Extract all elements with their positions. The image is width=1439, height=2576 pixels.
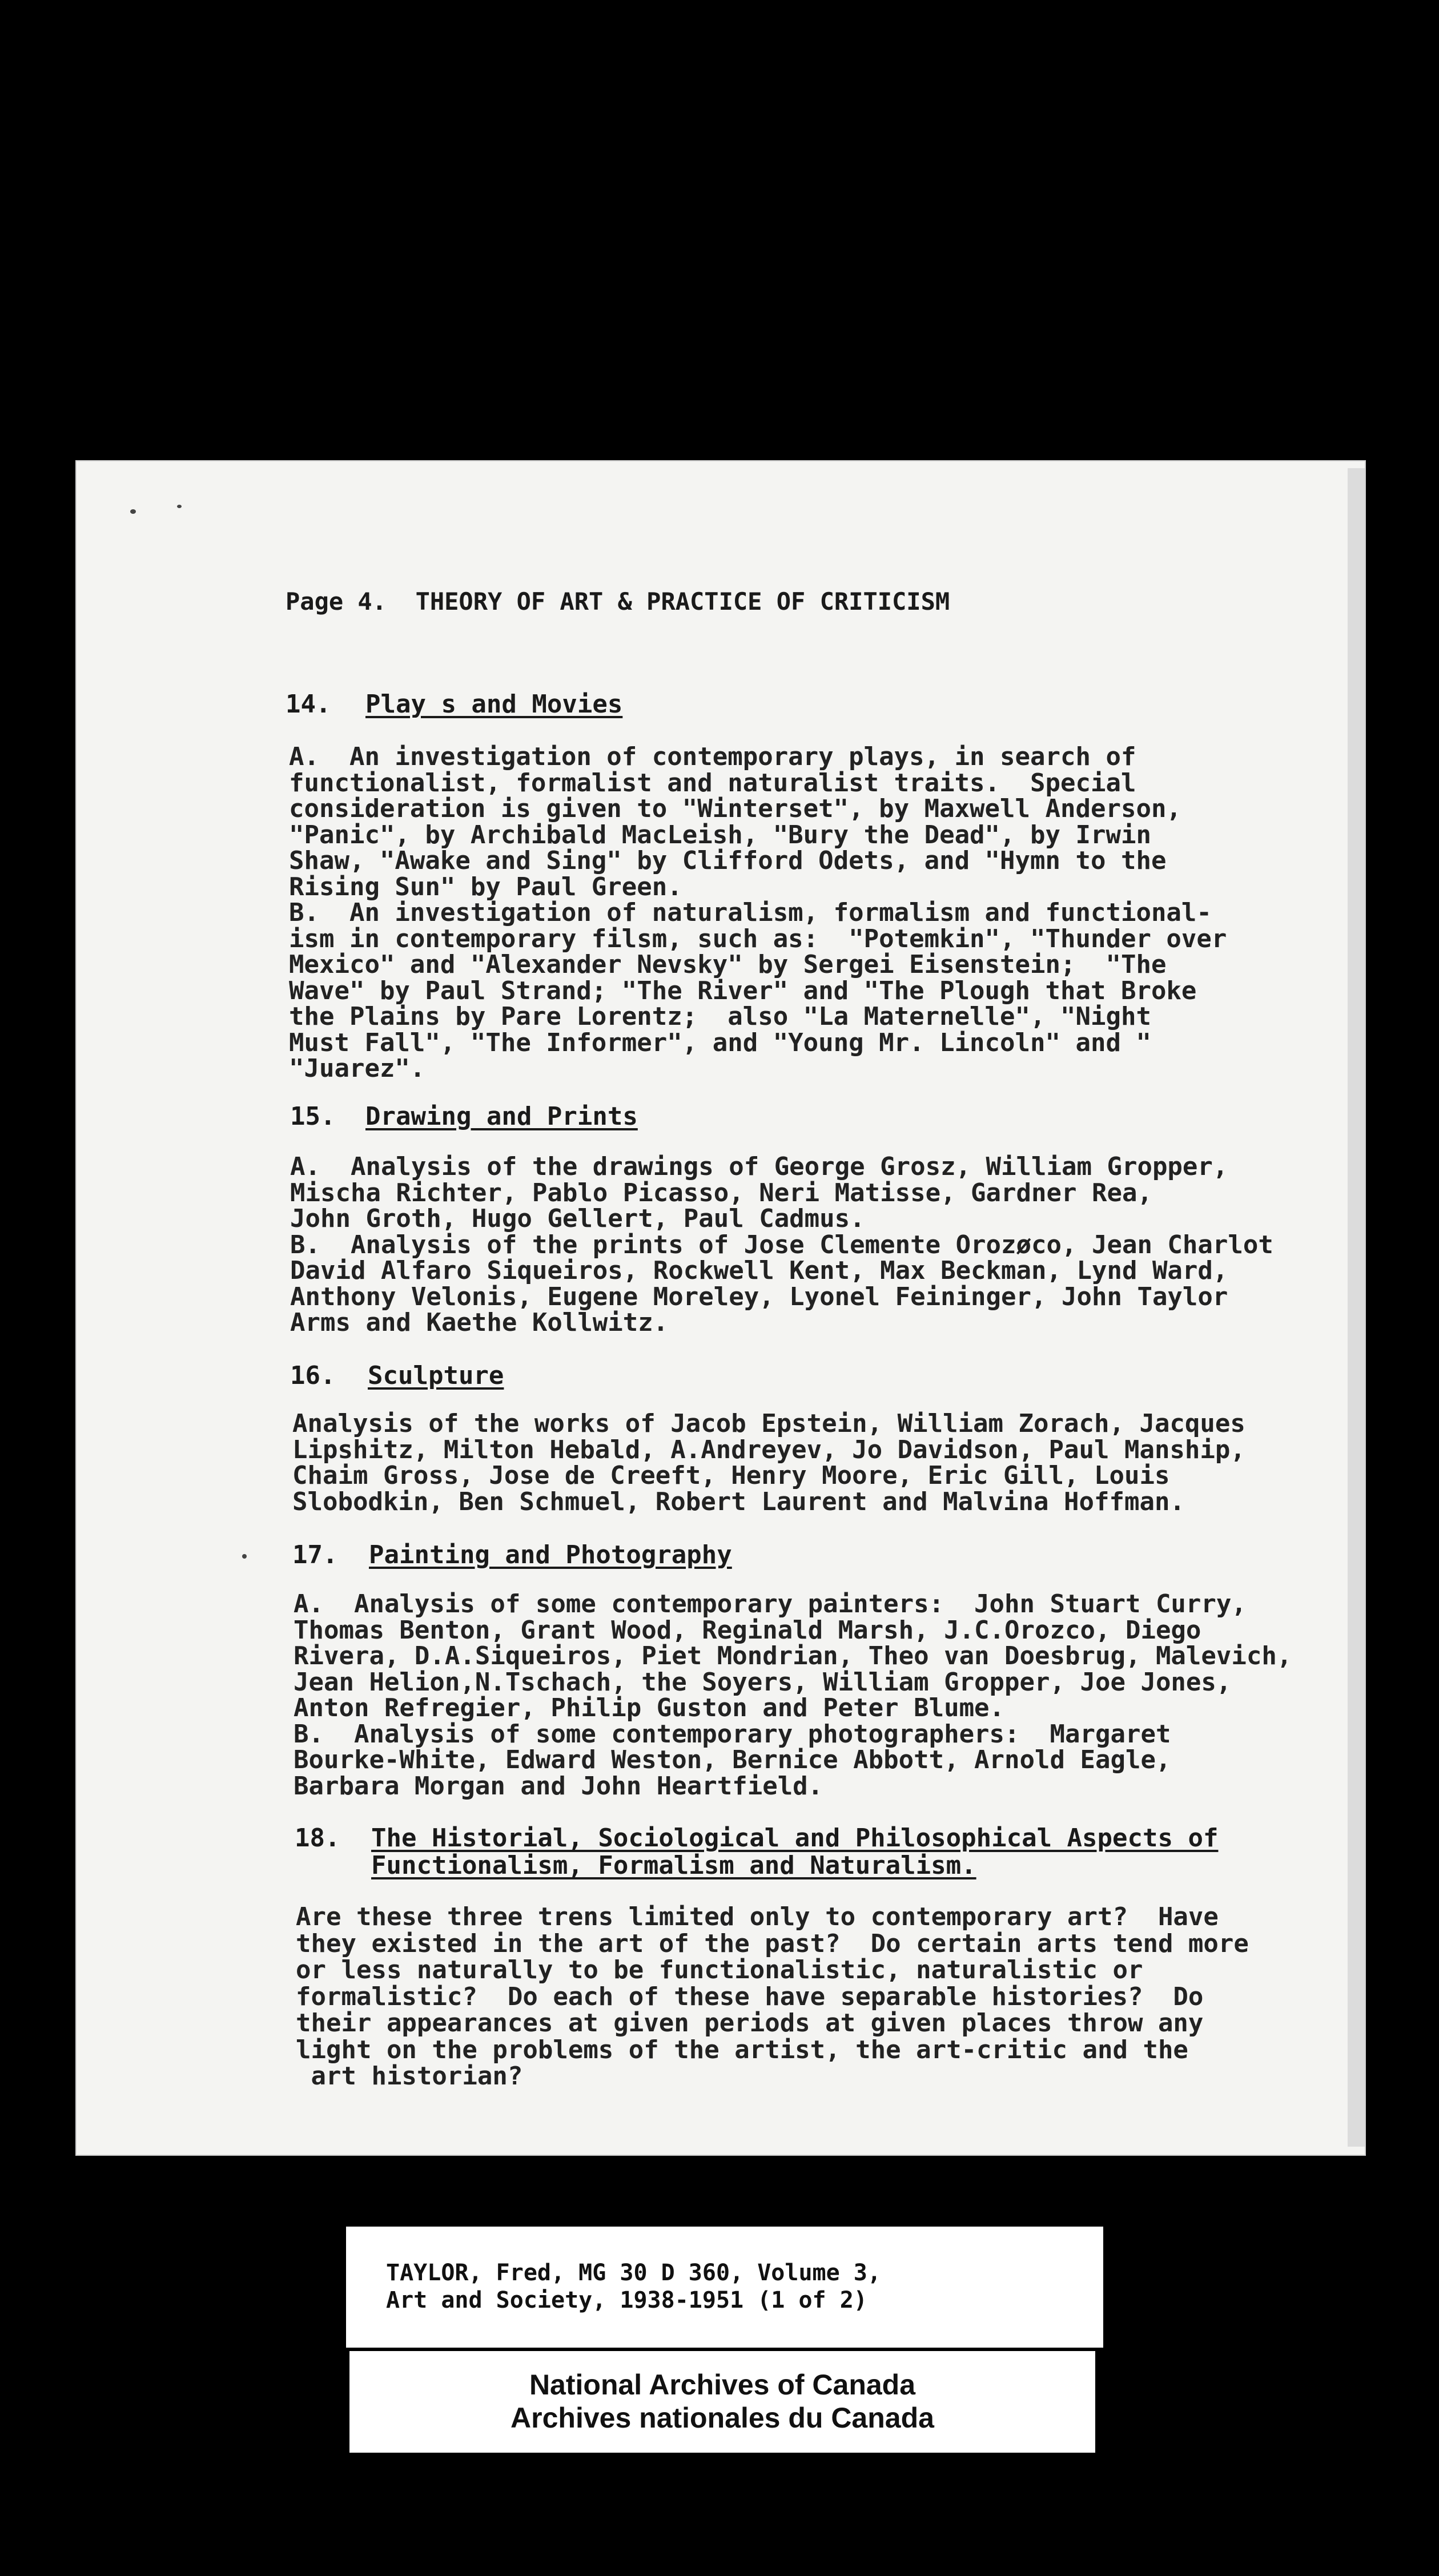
archives-name-english: National Archives of Canada: [529, 2369, 916, 2401]
page-header: Page 4. THEORY OF ART & PRACTICE OF CRITICISM: [286, 587, 950, 615]
body-line: John Groth, Hugo Gellert, Paul Cadmus.: [290, 1204, 865, 1233]
section-number: 15.: [290, 1102, 336, 1131]
paper-speck: [242, 1554, 247, 1559]
body-line: formalistic? Do each of these have separable histories? Do: [296, 1982, 1204, 2011]
body-line: consideration is given to "Winterset", by Maxwell Anderson,: [289, 794, 1181, 823]
body-line: A. Analysis of some contemporary painters: John Stuart Curry,: [294, 1589, 1247, 1619]
body-line: Bourke-White, Edward Weston, Bernice Abbott, Arnold Eagle,: [294, 1745, 1171, 1774]
body-line: Mexico" and "Alexander Nevsky" by Sergei Eisenstein; "The: [289, 950, 1167, 979]
section-number: 18.: [295, 1824, 340, 1853]
body-line: art historian?: [296, 2062, 523, 2091]
body-line: light on the problems of the artist, the art-critic and the: [296, 2035, 1188, 2064]
body-line: Are these three trens limited only to contemporary art? Have: [296, 1902, 1219, 1931]
caption-line: Art and Society, 1938-1951 (1 of 2): [386, 2287, 867, 2313]
paper-speck: [177, 505, 182, 508]
body-line: Wave" by Paul Strand; "The River" and "The Plough that Broke: [289, 976, 1197, 1005]
body-line: the Plains by Pare Lorentz; also "La Maternelle", "Night: [289, 1002, 1151, 1031]
body-line: Arms and Kaethe Kollwitz.: [290, 1308, 669, 1337]
body-line: B. An investigation of naturalism, formalism and functional-: [289, 898, 1212, 927]
body-line: David Alfaro Siqueiros, Rockwell Kent, Max Beckman, Lynd Ward,: [290, 1256, 1228, 1285]
section-title: Drawing and Prints: [365, 1102, 638, 1131]
body-line: Anton Refregier, Philip Guston and Peter Blume.: [294, 1693, 1005, 1722]
body-line: Lipshitz, Milton Hebald, A.Andreyev, Jo Davidson, Paul Manship,: [292, 1435, 1245, 1464]
section-number: 16.: [290, 1361, 336, 1390]
caption-card: [346, 2227, 1103, 2348]
body-line: Must Fall", "The Informer", and "Young Mr. Lincoln" and ": [289, 1028, 1151, 1057]
body-line: Rivera, D.A.Siqueiros, Piet Mondrian, Theo van Doesbrug, Malevich,: [294, 1641, 1292, 1671]
body-line: their appearances at given periods at given places throw any: [296, 2009, 1204, 2038]
body-line: "Panic", by Archibald MacLeish, "Bury the Dead", by Irwin: [289, 820, 1151, 850]
section-title: Play s and Movies: [365, 690, 623, 719]
section-number: 17.: [292, 1540, 338, 1569]
body-line: Slobodkin, Ben Schmuel, Robert Laurent and Malvina Hoffman.: [292, 1487, 1185, 1516]
body-line: Anthony Velonis, Eugene Moreley, Lyonel Feininger, John Taylor: [290, 1282, 1228, 1311]
body-line: ism in contemporary filsm, such as: "Potemkin", "Thunder over: [289, 924, 1227, 953]
body-line: Thomas Benton, Grant Wood, Reginald Marsh, J.C.Orozco, Diego: [294, 1616, 1201, 1645]
archives-name-french: Archives nationales du Canada: [511, 2402, 934, 2434]
body-line: "Juarez".: [289, 1054, 425, 1083]
body-line: B. Analysis of the prints of Jose Clemente Orozøco, Jean Charlot: [290, 1230, 1273, 1259]
section-number: 14.: [286, 690, 331, 719]
body-line: Shaw, "Awake and Sing" by Clifford Odets, and "Hymn to the: [289, 846, 1167, 875]
caption-line: TAYLOR, Fred, MG 30 D 360, Volume 3,: [386, 2260, 881, 2286]
body-line: Barbara Morgan and John Heartfield.: [294, 1772, 823, 1801]
section-title: Sculpture: [368, 1361, 504, 1390]
body-line: Mischa Richter, Pablo Picasso, Neri Matisse, Gardner Rea,: [290, 1178, 1152, 1208]
body-line: or less naturally to be functionalistic, naturalistic or: [296, 1955, 1143, 1985]
section-title: Painting and Photography: [369, 1540, 732, 1569]
body-line: Analysis of the works of Jacob Epstein, William Zorach, Jacques: [292, 1409, 1245, 1438]
body-line: Chaim Gross, Jose de Creeft, Henry Moore, Eric Gill, Louis: [292, 1461, 1170, 1490]
body-line: they existed in the art of the past? Do certain arts tend more: [296, 1929, 1249, 1958]
section-title-line: Functionalism, Formalism and Naturalism.: [371, 1851, 976, 1880]
body-line: A. Analysis of the drawings of George Grosz, William Gropper,: [290, 1152, 1228, 1181]
body-line: Jean Helion,N.Tschach, the Soyers, William Gropper, Joe Jones,: [294, 1668, 1232, 1697]
paper-speck: [130, 509, 136, 514]
body-line: A. An investigation of contemporary plays, in search of: [289, 742, 1136, 771]
body-line: functionalist, formalist and naturalist traits. Special: [289, 768, 1136, 798]
page-edge: [1348, 468, 1365, 2147]
archives-label: [349, 2351, 1095, 2453]
body-line: B. Analysis of some contemporary photographers: Margaret: [294, 1720, 1171, 1749]
body-line: Rising Sun" by Paul Green.: [289, 872, 682, 901]
section-title-line: The Historial, Sociological and Philosophical Aspects of: [371, 1824, 1219, 1853]
